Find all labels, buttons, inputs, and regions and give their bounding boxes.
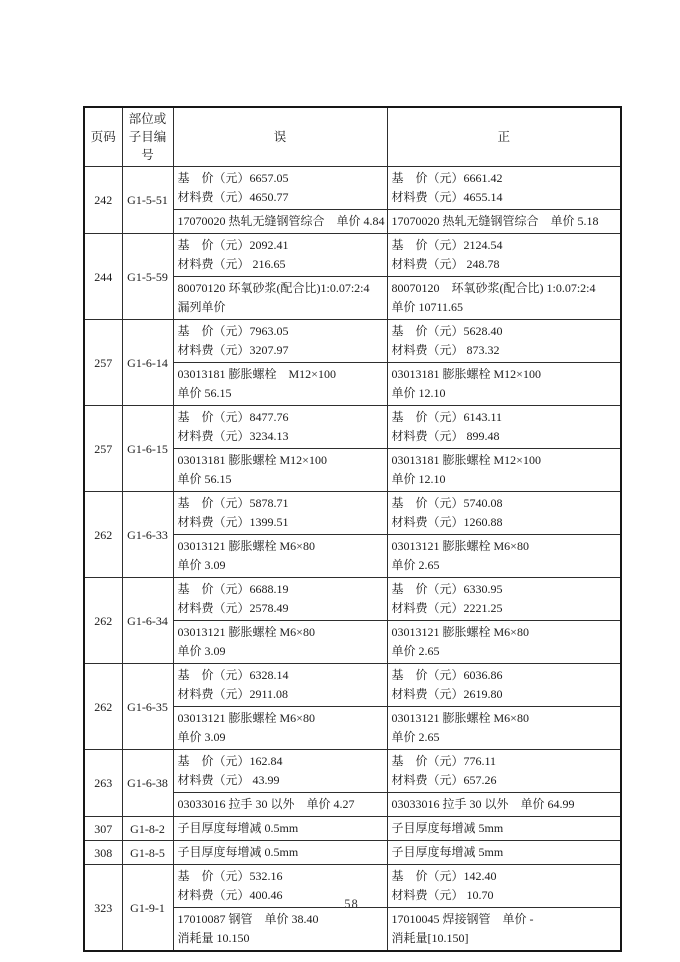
cell-line: 03013181 膨胀螺栓 M12×100 [391, 367, 541, 381]
cell-line: 基 价（元）2124.54 [391, 238, 503, 252]
item-code-cell [122, 320, 173, 406]
wrong-detail-cell [173, 621, 387, 664]
wrong-price-cell [173, 664, 387, 707]
cell-line: 单价 2.65 [391, 644, 440, 658]
cell-line: 基 价（元）5740.08 [391, 496, 503, 510]
page-number-cell [84, 234, 122, 320]
cell-line: 基 价（元）776.11 [391, 754, 497, 768]
table-row [84, 664, 621, 707]
cell-line: 单价 10711.65 [391, 300, 464, 314]
item-code-cell [122, 234, 173, 320]
cell-line: 03013121 膨胀螺栓 M6×80 [177, 711, 315, 725]
cell-line: G1-9-1 [130, 900, 165, 915]
header-item-code [122, 107, 173, 167]
cell-line: 17010045 焊接钢管 单价 - [391, 912, 534, 926]
cell-line: 材料费（元） 216.65 [177, 257, 286, 271]
cell-line: 03013181 膨胀螺栓 M12×100 [391, 453, 541, 467]
cell-line: 材料费（元）2578.49 [177, 601, 289, 615]
table-row [84, 841, 621, 865]
wrong-price-cell [173, 406, 387, 449]
cell-line: 基 价（元）6328.14 [177, 668, 289, 682]
wrong-detail-cell [173, 793, 387, 817]
cell-line: 子目厚度每增减 5mm [391, 821, 504, 835]
correct-price-cell [387, 234, 621, 277]
correct-price-cell [387, 406, 621, 449]
cell-line: 308 [94, 845, 113, 860]
cell-line: 基 价（元）6330.95 [391, 582, 503, 596]
cell-line: 单价 3.09 [177, 730, 226, 744]
cell-line: 材料费（元）3234.13 [177, 429, 289, 443]
correct-price-cell [387, 664, 621, 707]
correct-price-cell [387, 578, 621, 621]
cell-line: 单价 2.65 [391, 730, 440, 744]
cell-line: 漏列单价 [177, 300, 226, 314]
cell-line: 材料费（元）3207.97 [177, 343, 289, 357]
correct-detail-cell [387, 793, 621, 817]
cell-line: 基 价（元）6688.19 [177, 582, 289, 596]
cell-line: 材料费（元）2221.25 [391, 601, 503, 615]
cell-line: 17010087 钢管 单价 38.40 [177, 912, 319, 926]
cell-line: 03013181 膨胀螺栓 M12×100 [177, 453, 327, 467]
table-header [84, 107, 621, 167]
cell-line: 消耗量 10.150 [177, 931, 250, 945]
wrong-detail-cell [173, 707, 387, 750]
correct-price-cell [387, 750, 621, 793]
cell-line: 材料费（元） 10.70 [391, 888, 494, 902]
cell-line: G1-6-35 [127, 699, 168, 714]
cell-line: 80070120 环氧砂浆(配合比) 1:0.07:2:4 [391, 281, 596, 295]
item-code-cell [122, 750, 173, 817]
correct-price-cell [387, 167, 621, 210]
cell-line: 03013121 膨胀螺栓 M6×80 [177, 539, 315, 553]
cell-line: 242 [94, 193, 113, 207]
wrong-detail-cell [173, 449, 387, 492]
table-row [84, 406, 621, 449]
header-row [84, 107, 621, 167]
wrong-detail-cell [173, 535, 387, 578]
table-body [84, 167, 621, 952]
wrong-cell [173, 817, 387, 841]
item-code-cell [122, 167, 173, 234]
correct-price-cell [387, 492, 621, 535]
item-code-cell [122, 492, 173, 578]
table-row [84, 750, 621, 793]
wrong-price-cell [173, 750, 387, 793]
cell-line: 03013121 膨胀螺栓 M6×80 [177, 625, 315, 639]
page-number-cell [84, 492, 122, 578]
cell-line: 基 价（元）2092.41 [177, 238, 289, 252]
page-number-cell [84, 841, 122, 865]
cell-line: G1-6-38 [127, 776, 168, 790]
wrong-price-cell [173, 320, 387, 363]
wrong-detail-cell [173, 908, 387, 952]
cell-line: 材料费（元）4655.14 [391, 190, 503, 204]
cell-line: G1-6-33 [127, 527, 168, 542]
correct-detail-cell [387, 621, 621, 664]
header-item-code-line1: 部位或 [128, 112, 167, 126]
cell-line: 材料费（元）2911.08 [177, 687, 289, 701]
wrong-detail-cell [173, 277, 387, 320]
item-code-cell [122, 578, 173, 664]
cell-line: 单价 3.09 [177, 644, 226, 658]
item-code-cell [122, 817, 173, 841]
correct-detail-cell [387, 908, 621, 952]
wrong-detail-cell [173, 363, 387, 406]
cell-line: 307 [94, 821, 113, 836]
footer-page-number: 58 [344, 897, 359, 911]
cell-line: 消耗量[10.150] [391, 931, 469, 945]
wrong-price-cell [173, 167, 387, 210]
cell-line: 17070020 热轧无缝钢管综合 单价 5.18 [391, 214, 599, 228]
cell-line: 基 价（元）6657.05 [177, 171, 289, 185]
cell-line: 03013121 膨胀螺栓 M6×80 [391, 711, 529, 725]
wrong-detail-cell [173, 210, 387, 234]
cell-line: 244 [94, 269, 113, 284]
cell-line: 03013181 膨胀螺栓 M12×100 [177, 367, 336, 381]
cell-line: 基 价（元）7963.05 [177, 324, 289, 338]
cell-line: 基 价（元）532.16 [177, 869, 283, 883]
cell-line: G1-8-5 [130, 845, 165, 860]
correct-detail-cell [387, 363, 621, 406]
wrong-cell [173, 841, 387, 865]
cell-line: 17070020 热轧无缝钢管综合 单价 4.84 [177, 214, 385, 228]
cell-line: 03033016 拉手 30 以外 单价 64.99 [391, 797, 575, 811]
correct-price-cell [387, 320, 621, 363]
cell-line: 257 [94, 355, 113, 370]
header-item-code-line2: 子目编号 [128, 130, 167, 162]
wrong-price-cell [173, 578, 387, 621]
item-code-cell [122, 664, 173, 750]
cell-line: 子目厚度每增减 0.5mm [177, 845, 299, 859]
cell-line: 单价 3.09 [177, 558, 226, 572]
cell-line: 03033016 拉手 30 以外 单价 4.27 [177, 797, 355, 811]
cell-line: 基 价（元）162.84 [177, 754, 283, 768]
correct-detail-cell [387, 449, 621, 492]
cell-line: 257 [94, 441, 113, 456]
item-code-cell [122, 406, 173, 492]
cell-line: G1-8-2 [130, 821, 165, 836]
table-row [84, 234, 621, 277]
cell-line: 材料费（元） 899.48 [391, 429, 500, 443]
table-row [84, 492, 621, 535]
cell-line: 基 价（元）5628.40 [391, 324, 503, 338]
header-wrong: 误 [173, 107, 387, 167]
cell-line: 基 价（元）6661.42 [391, 171, 503, 185]
correct-detail-cell [387, 277, 621, 320]
cell-line: 单价 2.65 [391, 558, 440, 572]
cell-line: 262 [94, 527, 113, 542]
cell-line: 材料费（元） 248.78 [391, 257, 500, 271]
correct-detail-cell [387, 535, 621, 578]
cell-line: 子目厚度每增减 0.5mm [177, 821, 299, 835]
cell-line: 80070120 环氧砂浆(配合比)1:0.07:2:4 [177, 281, 370, 295]
header-correct: 正 [387, 107, 621, 167]
page-number-cell [84, 578, 122, 664]
cell-line: 单价 12.10 [391, 386, 446, 400]
item-code-cell [122, 841, 173, 865]
cell-line: 材料费（元）4650.77 [177, 190, 289, 204]
page-number-cell [84, 320, 122, 406]
page-number-cell [84, 750, 122, 817]
cell-line: 323 [94, 900, 113, 915]
correct-detail-cell [387, 210, 621, 234]
cell-line: 基 价（元）142.40 [391, 869, 497, 883]
cell-line: 基 价（元）8477.76 [177, 410, 289, 424]
page-number-cell [84, 664, 122, 750]
cell-line: 262 [94, 613, 113, 628]
correct-cell [387, 841, 621, 865]
cell-line: 材料费（元）657.26 [391, 773, 497, 787]
cell-line: G1-5-59 [127, 269, 168, 284]
cell-line: G1-6-14 [127, 355, 168, 370]
cell-line: G1-6-34 [127, 613, 168, 628]
cell-line: 单价 12.10 [391, 472, 446, 486]
cell-line: 材料费（元）1399.51 [177, 515, 289, 529]
page-number-cell [84, 817, 122, 841]
header-page-number: 页码 [84, 107, 122, 167]
cell-line: 材料费（元） 43.99 [177, 773, 280, 787]
correct-detail-cell [387, 707, 621, 750]
cell-line: 263 [94, 776, 113, 790]
cell-line: 单价 56.15 [177, 472, 232, 486]
cell-line: 03013121 膨胀螺栓 M6×80 [391, 625, 529, 639]
wrong-price-cell [173, 234, 387, 277]
page-number-cell [84, 406, 122, 492]
table-row [84, 578, 621, 621]
table-row [84, 817, 621, 841]
errata-table [83, 106, 622, 952]
table-row [84, 320, 621, 363]
cell-line: 材料费（元）400.46 [177, 888, 283, 902]
cell-line: 基 价（元）6143.11 [391, 410, 503, 424]
table-row [84, 167, 621, 210]
cell-line: 材料费（元）1260.88 [391, 515, 503, 529]
cell-line: 材料费（元）2619.80 [391, 687, 503, 701]
cell-line: 基 价（元）5878.71 [177, 496, 289, 510]
cell-line: 材料费（元） 873.32 [391, 343, 500, 357]
page-number-cell [84, 167, 122, 234]
cell-line: G1-5-51 [127, 193, 168, 207]
cell-line: 262 [94, 699, 113, 714]
cell-line: G1-6-15 [127, 441, 168, 456]
cell-line: 子目厚度每增减 5mm [391, 845, 504, 859]
cell-line: 单价 56.15 [177, 386, 232, 400]
wrong-price-cell [173, 492, 387, 535]
cell-line: 基 价（元）6036.86 [391, 668, 503, 682]
correct-cell [387, 817, 621, 841]
cell-line: 03013121 膨胀螺栓 M6×80 [391, 539, 529, 553]
